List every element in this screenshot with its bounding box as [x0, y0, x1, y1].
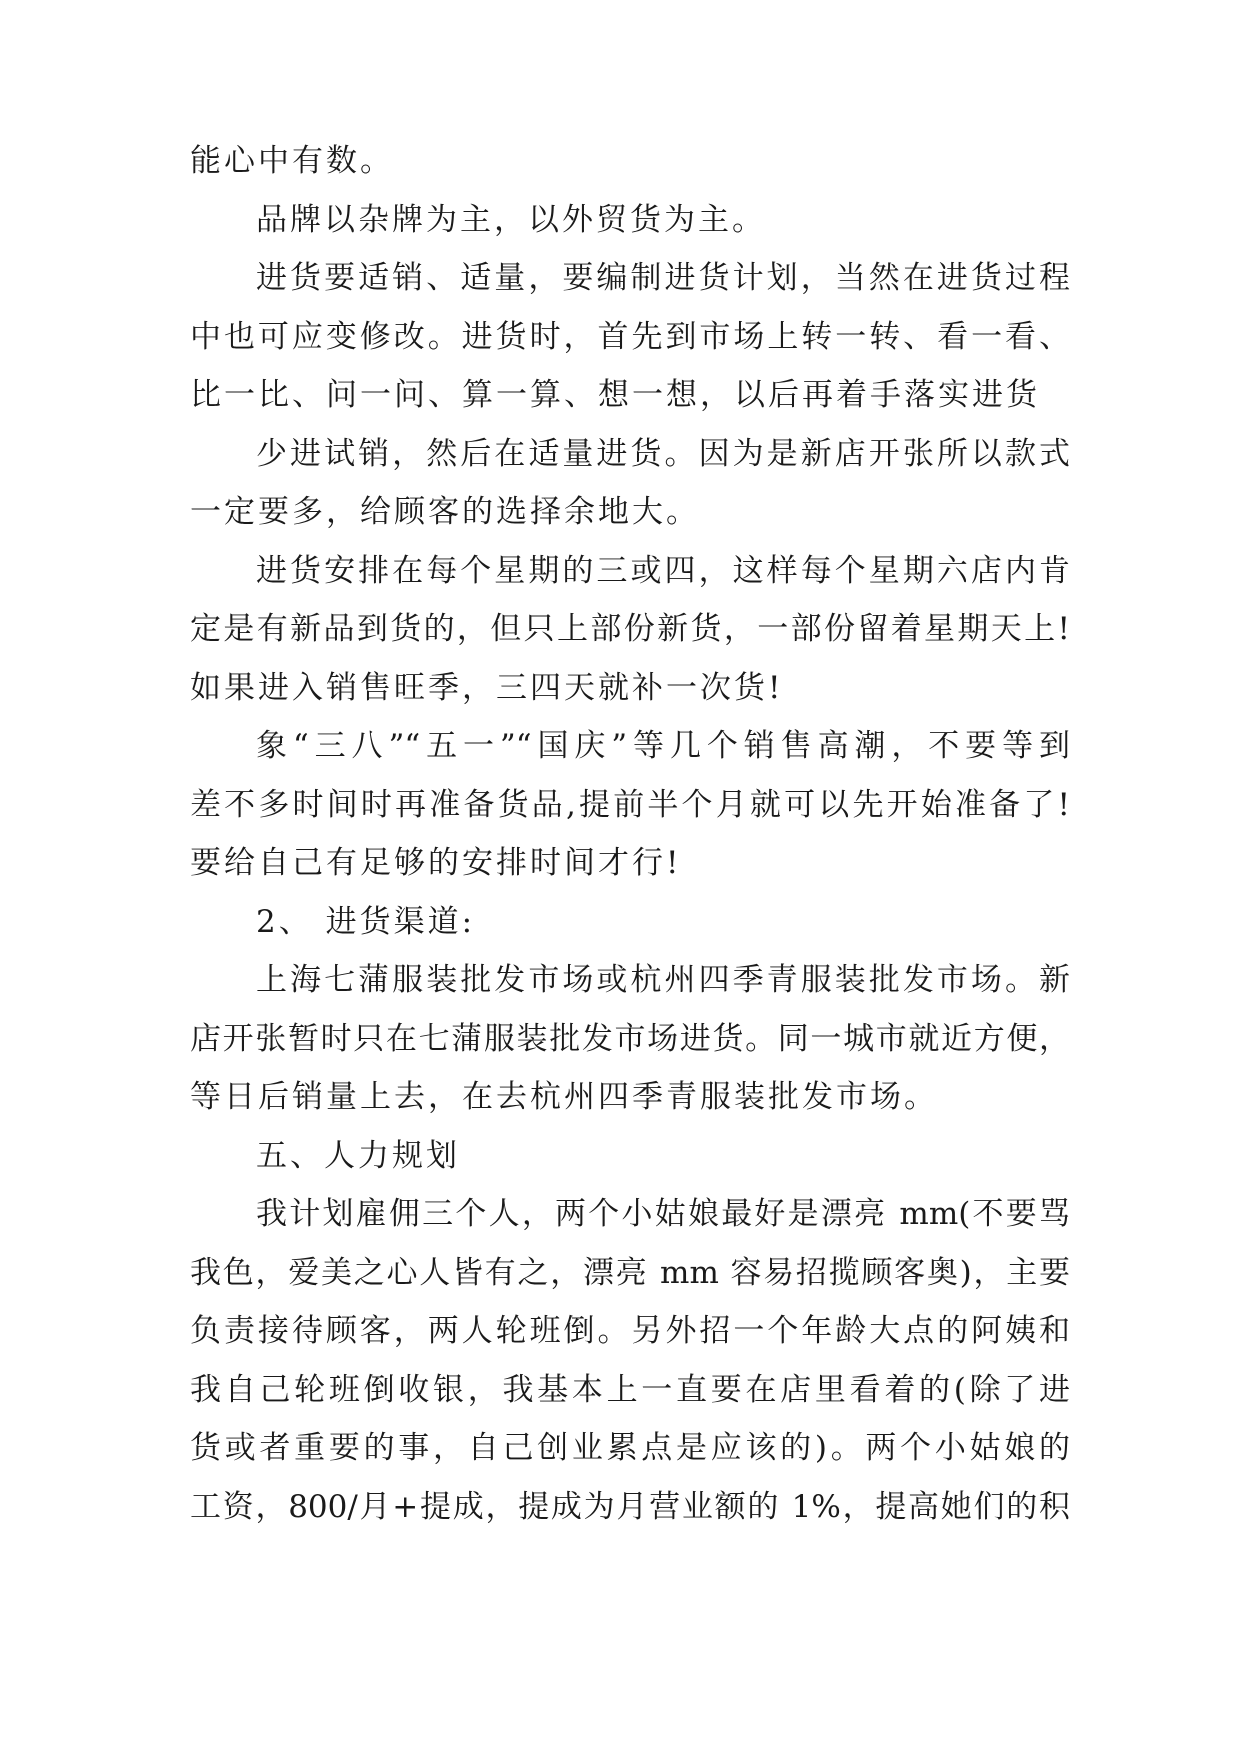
- text-line: 要给自己有足够的安排时间才行!: [190, 845, 682, 881]
- text-line: 一定要多，给顾客的选择余地大。: [190, 494, 700, 530]
- text-line: 我自己轮班倒收银，我基本上一直要在店里看着的(除了进: [190, 1372, 1070, 1408]
- text-line: 负责接待顾客，两人轮班倒。另外招一个年龄大点的阿姨和: [190, 1313, 1070, 1349]
- text-line: 如果进入销售旺季，三四天就补一次货!: [190, 670, 784, 706]
- text-line: 能心中有数。: [190, 143, 394, 179]
- text-line: 进货安排在每个星期的三或四，这样每个星期六店内肯: [256, 553, 1070, 589]
- text-line: 品牌以杂牌为主，以外贸货为主。: [256, 202, 766, 238]
- text-line: 少进试销，然后在适量进货。因为是新店开张所以款式: [256, 436, 1070, 472]
- text-line: 五、人力规划: [256, 1138, 460, 1174]
- text-line: 进货要适销、适量，要编制进货计划，当然在进货过程: [256, 260, 1070, 296]
- text-line: 差不多时间时再准备货品,提前半个月就可以先开始准备了!: [190, 787, 1070, 823]
- text-line: 中也可应变修改。进货时，首先到市场上转一转、看一看、: [190, 319, 1070, 355]
- text-line: 定是有新品到货的，但只上部份新货，一部份留着星期天上!: [190, 611, 1070, 647]
- text-line: 店开张暂时只在七蒲服装批发市场进货。同一城市就近方便，: [190, 1021, 1070, 1057]
- text-line: 上海七蒲服装批发市场或杭州四季青服装批发市场。新: [256, 962, 1070, 998]
- text-line: 象“三八”“五一”“国庆”等几个销售高潮，不要等到: [256, 728, 1070, 764]
- text-line: 工资，800/月+提成，提成为月营业额的 1%，提高她们的积: [190, 1489, 1070, 1525]
- text-line: 我计划雇佣三个人，两个小姑娘最好是漂亮 mm(不要骂: [256, 1196, 1070, 1232]
- text-line: 2、 进货渠道:: [256, 904, 476, 940]
- text-line: 等日后销量上去，在去杭州四季青服装批发市场。: [190, 1079, 938, 1115]
- text-line: 货或者重要的事，自己创业累点是应该的)。两个小姑娘的: [190, 1430, 1070, 1466]
- text-line: 我色，爱美之心人皆有之，漂亮 mm 容易招揽顾客奥)，主要: [190, 1255, 1070, 1291]
- text-line: 比一比、问一问、算一算、想一想，以后再着手落实进货: [190, 377, 1040, 413]
